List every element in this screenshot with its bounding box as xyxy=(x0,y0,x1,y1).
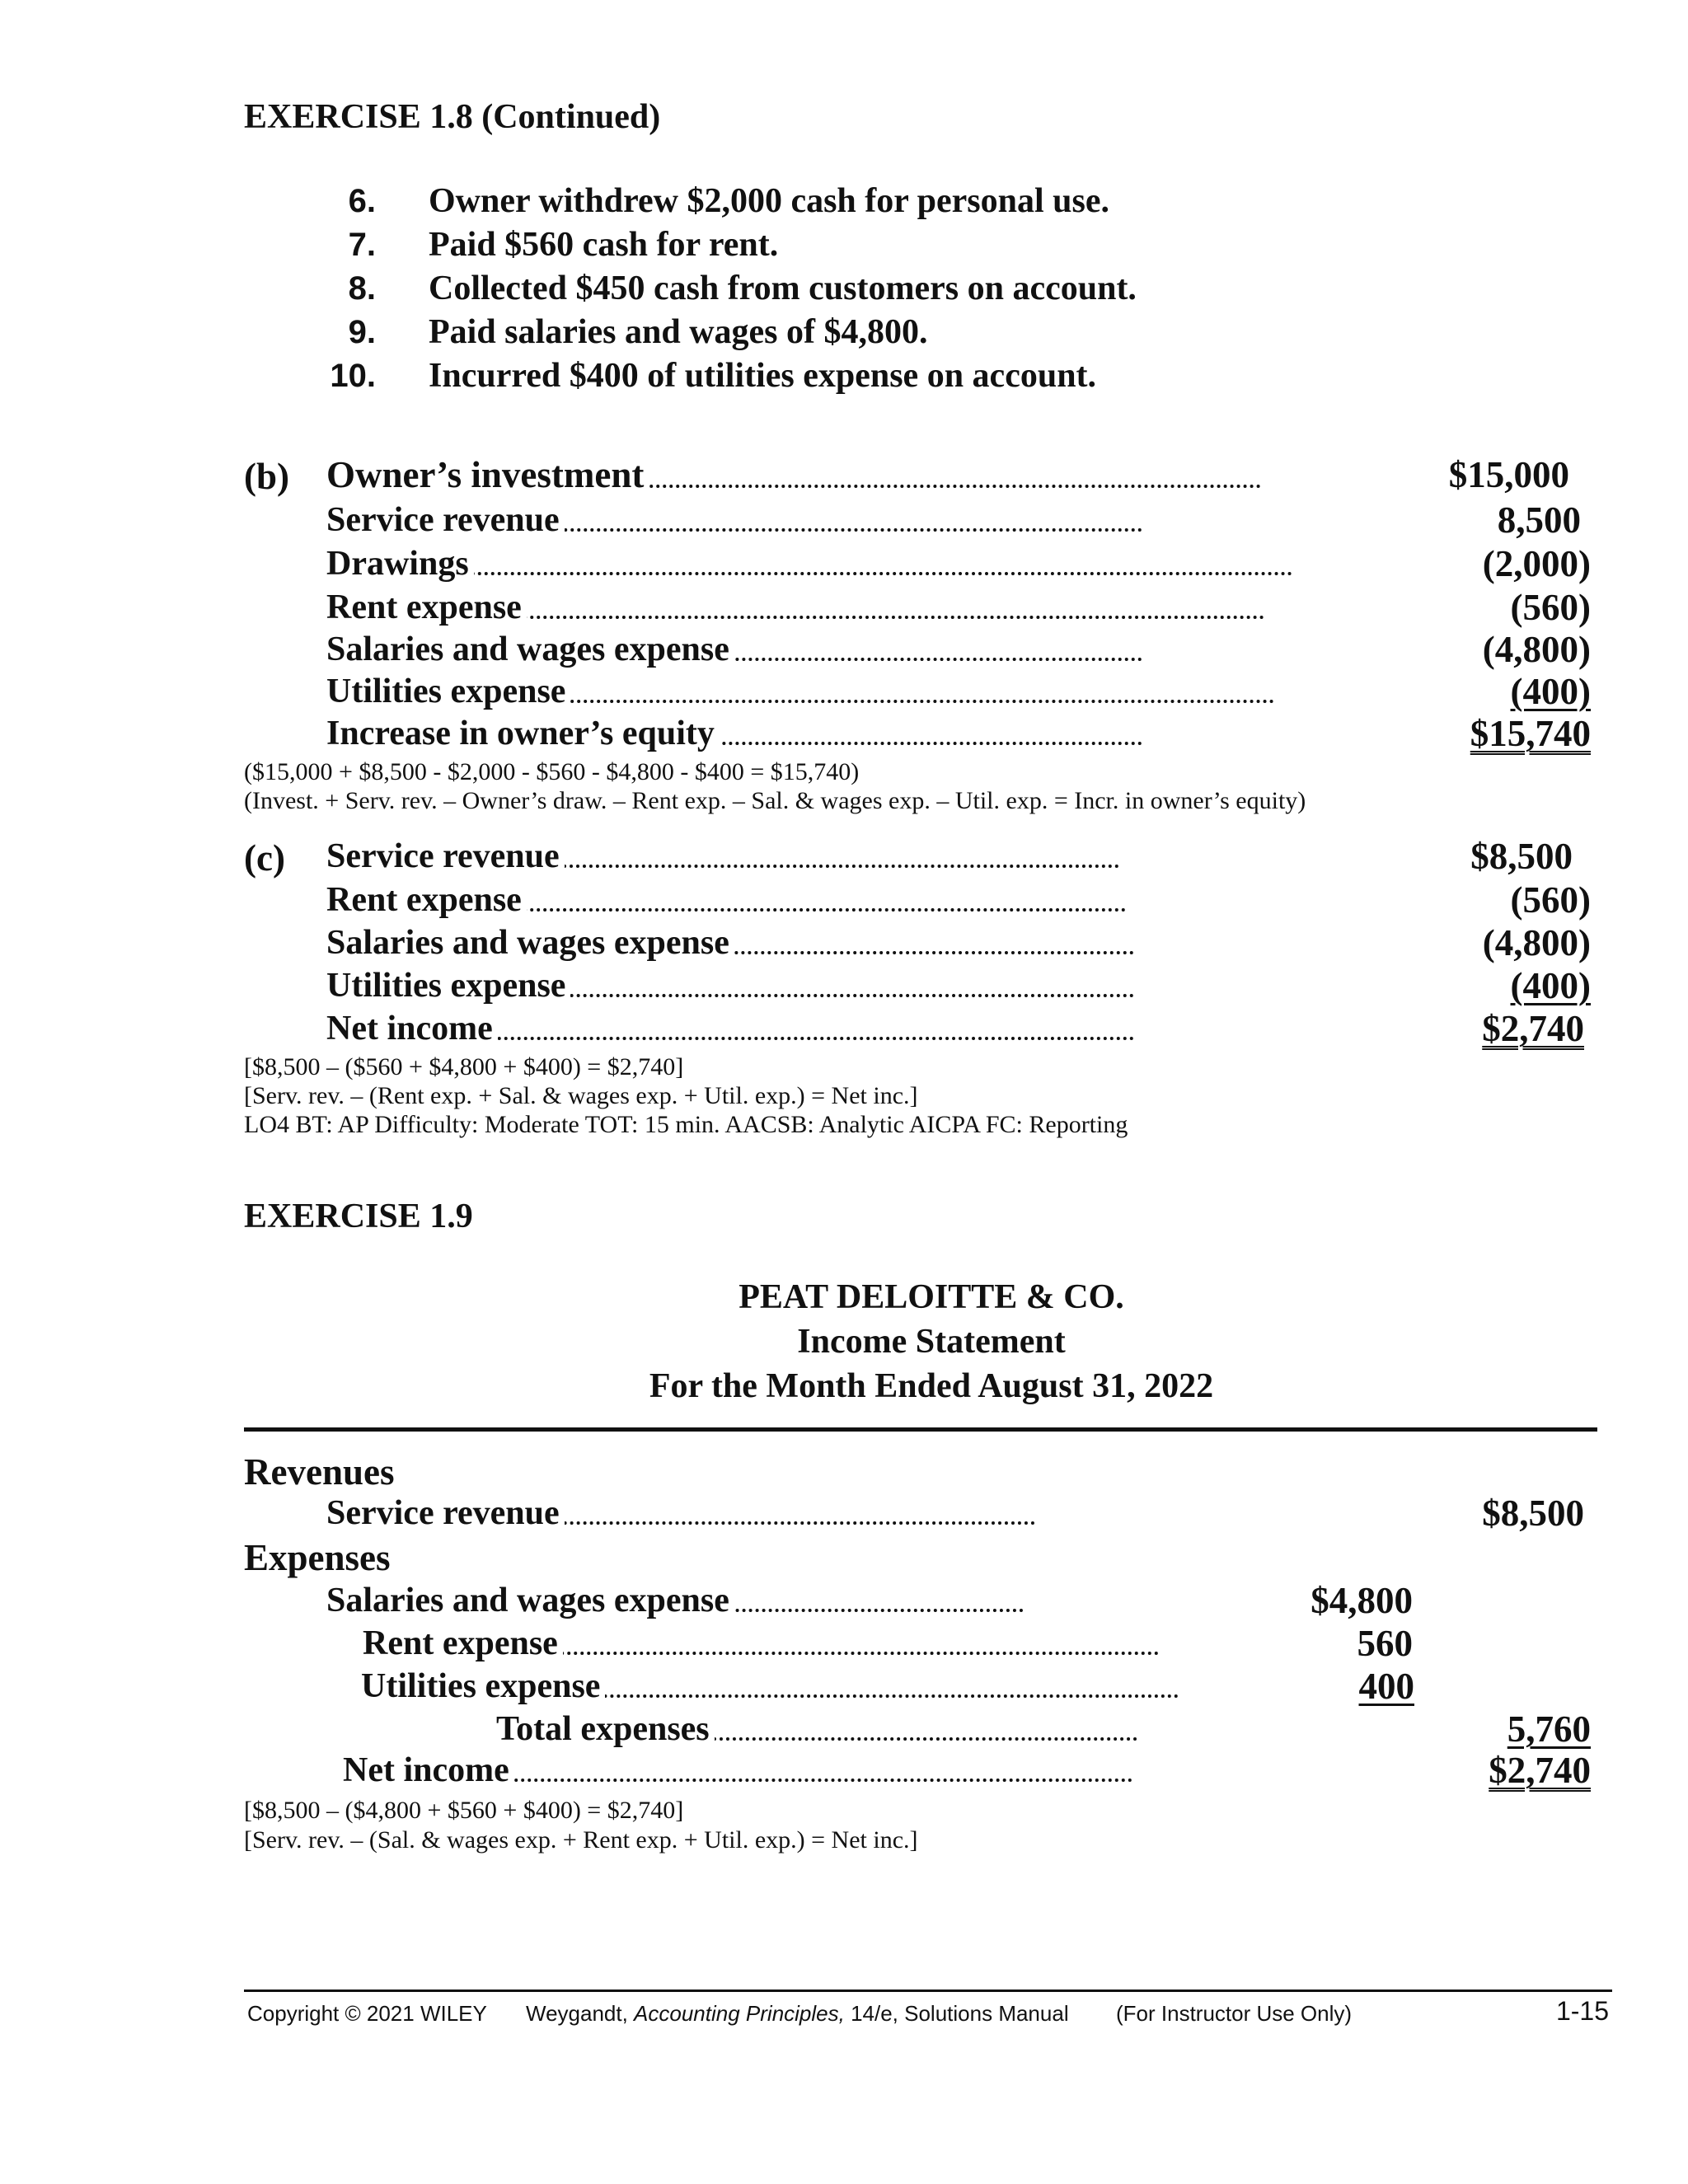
page-number: 1-15 xyxy=(1555,1996,1609,2026)
exercise-title: EXERCISE 1.8 (Continued) xyxy=(244,98,661,136)
exercise-title: EXERCISE 1.9 xyxy=(244,1197,473,1235)
service-revenue-amount: $8,500 xyxy=(1482,1493,1584,1534)
part-c-row-label: Utilities expense xyxy=(326,966,1134,1005)
part-b-row-label: Salaries and wages expense xyxy=(326,630,1142,669)
part-b-row-amount: $15,000 xyxy=(1448,454,1569,495)
footer-usage: (For Instructor Use Only) xyxy=(1116,2001,1353,2026)
part-c-row-amount: (4,800) xyxy=(1482,922,1591,963)
footer-rule xyxy=(244,1990,1612,1992)
income-note: [Serv. rev. – (Sal. & wages exp. + Rent exp. + Util. exp.) = Net inc.] xyxy=(244,1826,918,1854)
part-c-note: [Serv. rev. – (Rent exp. + Sal. & wages exp. + Util. exp.) = Net inc.] xyxy=(244,1082,918,1109)
part-c-row-amount: $2,740 xyxy=(1482,1008,1584,1049)
statement-name: Income Statement xyxy=(797,1323,1066,1361)
step-text: Collected $450 cash from customers on account. xyxy=(429,269,1137,307)
part-b-row-label: Owner’s investment xyxy=(326,453,1261,496)
part-b-row-amount: (4,800) xyxy=(1482,629,1591,670)
part-c-row-label: Service revenue xyxy=(326,837,1119,876)
part-c-row-label: Rent expense xyxy=(326,880,1126,920)
step-number: 7. xyxy=(348,227,376,263)
part-b-row-label: Drawings xyxy=(326,544,1292,583)
footer-copyright: Copyright © 2021 WILEY xyxy=(247,2001,487,2026)
company-name: PEAT DELOITTE & CO. xyxy=(738,1278,1124,1316)
step-number: 9. xyxy=(348,314,376,350)
service-revenue-label: Service revenue xyxy=(326,1493,1035,1533)
expenses-heading: Expenses xyxy=(244,1537,391,1578)
expense-amount: 560 xyxy=(1357,1623,1413,1664)
part-c-row-amount: (560) xyxy=(1510,879,1591,921)
part-c-row-label: Net income xyxy=(326,1009,1134,1048)
header-rule xyxy=(244,1427,1597,1432)
revenues-heading: Revenues xyxy=(244,1451,395,1493)
part-b-row-amount: (2,000) xyxy=(1482,543,1591,584)
part-b-row-label: Utilities expense xyxy=(326,672,1274,711)
step-number: 8. xyxy=(348,270,376,307)
part-c-row-amount: $8,500 xyxy=(1470,836,1573,877)
expense-amount: $4,800 xyxy=(1311,1580,1413,1621)
part-c-row-label: Salaries and wages expense xyxy=(326,923,1134,963)
step-text: Owner withdrew $2,000 cash for personal use. xyxy=(429,182,1110,220)
part-b-marker: (b) xyxy=(244,456,289,497)
step-text: Incurred $400 of utilities expense on account. xyxy=(429,357,1097,395)
expense-amount: 400 xyxy=(1358,1666,1414,1707)
tags-line: LO4 BT: AP Difficulty: Moderate TOT: 15 min. AACSB: Analytic AICPA FC: Reporting xyxy=(244,1111,1128,1138)
part-b-row-label: Service revenue xyxy=(326,500,1142,540)
total-expenses-label: Total expenses xyxy=(496,1709,1137,1749)
step-number: 6. xyxy=(348,183,376,219)
net-income-amount: $2,740 xyxy=(1489,1750,1591,1791)
footer-book: Weygandt, Accounting Principles, 14/e, Solutions Manual xyxy=(526,2001,1069,2026)
part-c-marker: (c) xyxy=(244,837,285,879)
step-text: Paid salaries and wages of $4,800. xyxy=(429,313,928,351)
income-note: [$8,500 – ($4,800 + $560 + $400) = $2,740] xyxy=(244,1797,684,1824)
part-b-row-amount: $15,740 xyxy=(1470,713,1591,754)
part-b-row-amount: (560) xyxy=(1510,587,1591,628)
expense-label: Salaries and wages expense xyxy=(326,1581,1024,1620)
part-b-note: (Invest. + Serv. rev. – Owner’s draw. – Rent exp. – Sal. & wages exp. – Util. exp. = Incr. in owner’s equity) xyxy=(244,787,1306,814)
part-c-note: [$8,500 – ($560 + $4,800 + $400) = $2,740] xyxy=(244,1053,684,1080)
part-c-row-amount: (400) xyxy=(1510,965,1591,1006)
total-expenses-amount: 5,760 xyxy=(1507,1708,1591,1750)
expense-label: Rent expense xyxy=(363,1624,1159,1663)
net-income-label: Net income xyxy=(343,1750,1132,1790)
step-number: 10. xyxy=(330,358,376,394)
step-text: Paid $560 cash for rent. xyxy=(429,226,779,264)
expense-label: Utilities expense xyxy=(361,1666,1179,1706)
part-b-note: ($15,000 + $8,500 - $2,000 - $560 - $4,800 - $400 = $15,740) xyxy=(244,758,860,785)
part-b-row-label: Increase in owner’s equity xyxy=(326,714,1142,753)
part-b-row-amount: (400) xyxy=(1510,671,1591,712)
statement-period: For the Month Ended August 31, 2022 xyxy=(649,1367,1214,1405)
part-b-row-amount: 8,500 xyxy=(1497,499,1581,541)
part-b-row-label: Rent expense xyxy=(326,588,1264,627)
